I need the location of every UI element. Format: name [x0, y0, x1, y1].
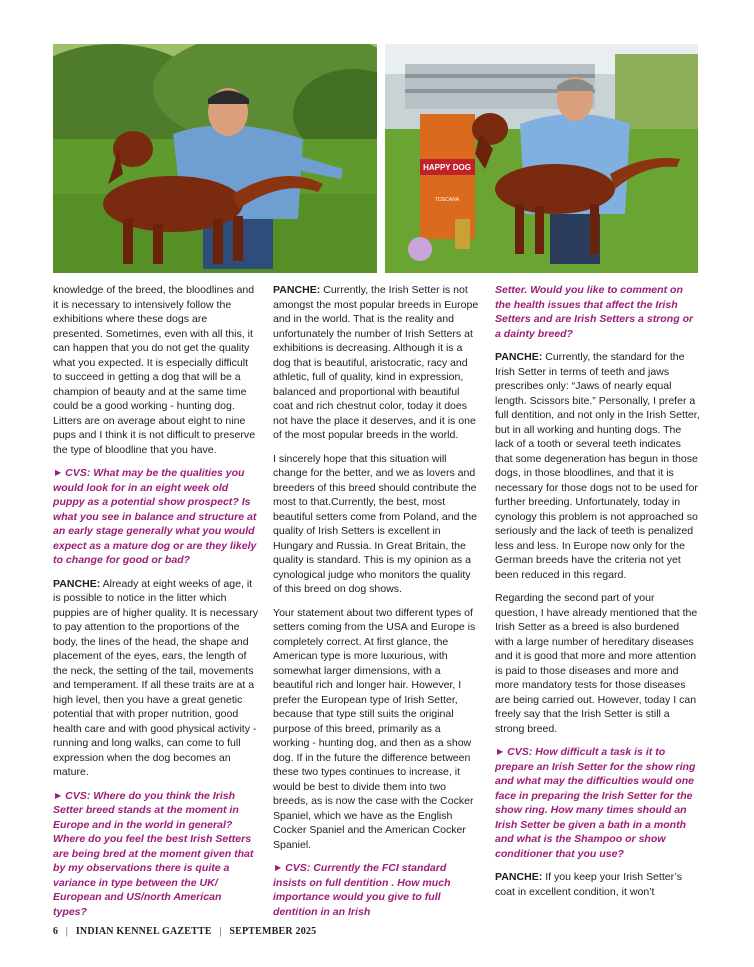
- article-column-3: [495, 283, 700, 908]
- question-marker-icon: ▶: [55, 468, 62, 477]
- answer-text: Already at eight weeks of age, it is possible to notice in the litter which puppies are of higher quality. It is necessary to pay attention to the proportions of the body, the lines of the head, the shape and placement of the eyes, ears, the length of the neck, the setting of the tail, movements and temperament. If all these traits are at a high level, then you have a great genetic potential that with proper nutrition, good health care and with good physical activity - running and long walks, can come to full expression when the dog becomes an mature.: [53, 577, 258, 778]
- body-paragraph: Regarding the second part of your question, I have already mentioned that the Irish Setter as a breed is also burdened with a large number of hereditary diseases and it is good that more and more attention is paid to those diseases and more and more mandatory tests for those diseases are being carried out. However, today I can freely say that the Irish Setter is still a strong breed.: [495, 592, 698, 735]
- question-text: CVS: Currently the FCI standard insists on full dentition . How much importance would you give to full dentition in an Irish: [273, 862, 451, 918]
- body-paragraph: Your statement about two different types of setters coming from the USA and Europe is completely correct. At first glance, the American type is more luxurious, with somewhat larger dimensions, with a beautiful rich and longer hair. However, I prefer the European type of Irish Setter, because that type still suits the original purpose of this breed, primarily as a working - hunting dog, and then as a show dog. If in the future the difference between these two types continues to increase, it would be best to divide them into two breeds, as is now the case with the Cocker Spaniel, which we have as the English Cocker Spaniel and the American Cocker Spaniel.: [273, 606, 476, 851]
- speaker-name: PANCHE:: [53, 577, 101, 590]
- photo-man-with-irish-setter-right: [385, 44, 698, 273]
- speaker-name: PANCHE:: [495, 351, 543, 363]
- article-column-1: [53, 283, 258, 928]
- interview-question: [273, 861, 479, 919]
- article-column-2: [273, 283, 479, 928]
- interview-question: [495, 283, 700, 341]
- bag-variant-text: TOSCANA: [434, 197, 460, 203]
- speaker-name: PANCHE:: [273, 284, 321, 296]
- publication-name: INDIAN KENNEL GAZETTE: [75, 926, 212, 937]
- interview-answer: [495, 350, 700, 582]
- question-marker-icon: ▶: [497, 747, 504, 756]
- interview-answer: [53, 577, 258, 780]
- answer-text: Currently, the standard for the Irish Setter in terms of teeth and jaws prescribes only: “Jaws of nearly equal length. Scissors bite.” Personally, I prefer a full dentition, and not only in the Irish Setter, but in all working and hunting dogs. The lack of a tooth or several teeth indicates that some degeneration has begun in those dogs, in those bloodlines, and that it is necessary for those dogs not to be used for further breeding. Unfortunately, today in cynology this problem is not approached so seriously and the lack of teeth is penalized less and less. In Europe now only for the German breeds have the criteria not yet been reduced in this regard.: [495, 351, 700, 581]
- bag-brand-text: HAPPY DOG: [423, 163, 471, 172]
- question-text: Setter. Would you like to comment on the health issues that affect the Irish Setters and are Irish Setters a strong or a dainty breed?: [495, 284, 694, 340]
- issue-date: SEPTEMBER 2025: [229, 926, 317, 937]
- photo-man-with-irish-setter-left: [53, 44, 377, 273]
- setter-photo-right-image: [385, 44, 698, 273]
- question-marker-icon: ▶: [275, 863, 282, 872]
- interview-question: [53, 789, 258, 920]
- question-text: CVS: What may be the qualities you would look for in an eight week old puppy as a potential show prospect? Is what you see in balance and structure at an early stage generally what you would expect as a mature dog or are they likely to change for good or bad?: [53, 467, 257, 566]
- page-footer: [53, 926, 316, 937]
- speaker-name: PANCHE:: [495, 871, 543, 883]
- question-text: CVS: Where do you think the Irish Setter breed stands at the moment in Europe and in the world in general? Where do you feel the best Irish Setters are being bred at the moment given that by my observations there is quite a variance in type between the UK/ European and US/north American types?: [53, 789, 254, 918]
- answer-text: Currently, the Irish Setter is not amongst the most popular breeds in Europe and in the world. That is the reality and unfortunately the number of Irish Setters at exhibitions is decreasing. Although it is a dog that is beautiful, aristocratic, racy and athletic, full of quality, kind in expression, balanced and proportional with beautiful coat and rich chestnut color, today it does not have the place it deserves, and it is one of the most popular breeds in the world.: [273, 284, 479, 441]
- interview-question: [53, 466, 258, 568]
- footer-separator: |: [219, 926, 222, 937]
- page-number: 6: [53, 926, 59, 937]
- body-paragraph: I sincerely hope that this situation will change for the better, and we as lovers and breeders of this breed should contribute the most to that.Currently, the best, most beautiful setters come from Poland, and the quality of Irish Setters is excellent in Hungary and Russia. In Great Britain, the quality is standard. This is my opinion as a cynological judge who monitors the quality of this breed on dog shows.: [273, 452, 478, 595]
- question-marker-icon: ▶: [55, 790, 62, 800]
- question-text: CVS: How difficult a task is it to prepare an Irish Setter for the show ring and what may the difficulties would one face in preparing the Irish Setter for the show ring. How many times should an Irish Setter be given a bath in a month and what is the Shampoo or show conditioner that you use?: [495, 746, 696, 860]
- body-paragraph: knowledge of the breed, the bloodlines and it is necessary to intensively follow the exhibitions where these dogs are presented. Sometimes, even with all this, it can happen that you do not get the quality what you expected. It is especially difficult to succeed in getting a dog that will be a champion of beauty and at the same time could be a good working - hunting dog. Litters are on average about eight to nine pups and I think it is not difficult to preserve the type of bloodline that you have.: [53, 284, 256, 456]
- interview-question: [495, 745, 700, 861]
- interview-answer: [273, 283, 479, 443]
- answer-text: If you keep your Irish Setter’s coat in excellent condition, it won’t: [495, 871, 682, 898]
- footer-separator: |: [65, 926, 69, 937]
- interview-answer: [495, 870, 700, 899]
- setter-photo-left-image: [53, 44, 377, 273]
